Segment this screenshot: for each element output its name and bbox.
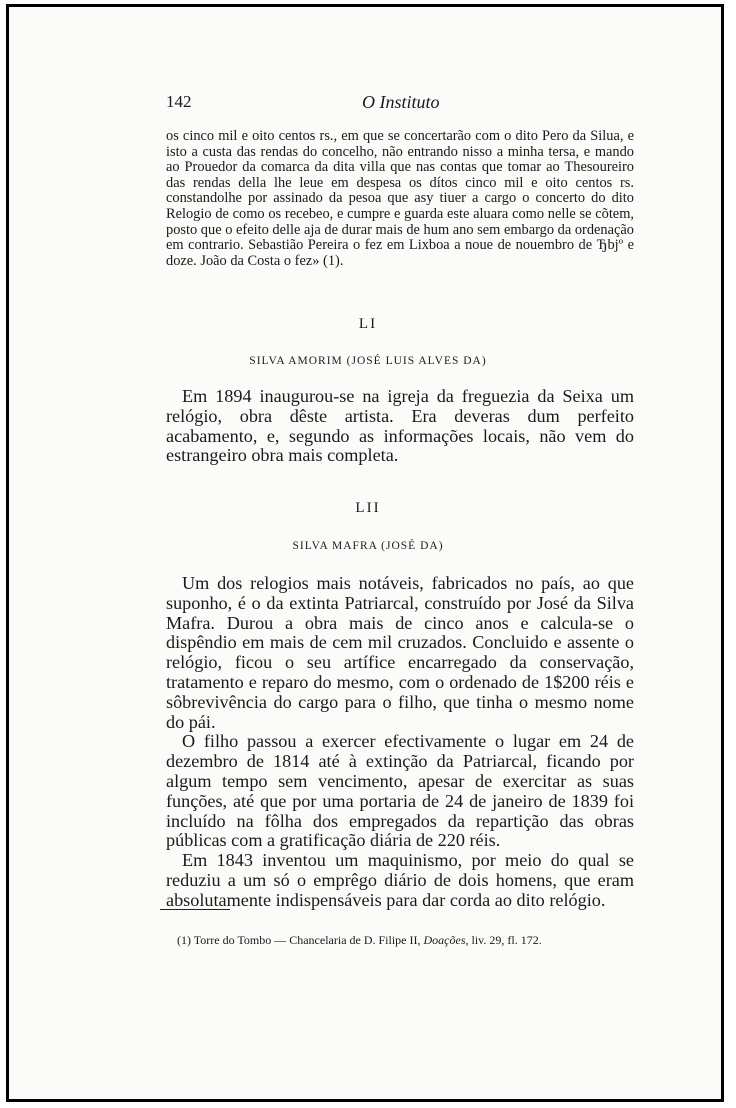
footnote-ref: liv. 29, fl. 172.	[471, 933, 542, 947]
paragraph: Um dos relogios mais notáveis, fabricados no país, ao que suponho, é o da extinta Patriarcal, construído por José da Silva Mafra. Durou a obra mais de cinco anos e calcula-se o dispêndio em mais de cem mil cruzados. Concluido e assente o relógio, ficou o seu artífice encarregado da conservação, tratamento e reparo do mesmo, com o ordenado de 1$200 réis e sôbrevivência do cargo para o filho, que tinha o mesmo nome do pái.	[166, 573, 634, 732]
section-body-lii	[166, 574, 634, 911]
intro-paragraph: os cinco mil e oito centos rs., em que se concertarão com o dito Pero da Silua, e isto a custa das rendas do concelho, não entrando nisso a minha tersa, e mando ao Prouedor da comarca da dita villa que nas contas que tomar ao Thesoureiro das rendas della lhe leue em despesa os dítos cinco mil e oito centos rs. constandolhe por assinado da pesoa que asy tiuer a cargo o concerto do dito Relogio de como os recebeo, e cumpre e guarda este aluara como nelle se cõtem, posto que o efeito delle aja de durar mais de hum ano sem embargo da ordenação em contrario. Sebastião Pereira o fez em Lixboa a noue de nouembro de Ђbjº e doze. João da Costa o fez» (1).	[166, 128, 634, 269]
paragraph: Em 1894 inaugurou-se na igreja da freguezia da Seixa um relógio, obra dêste artista. Era deveras dum perfeito acabamento, e, segundo as informações locais, não vem do estrangeiro obra mais completa.	[166, 386, 634, 466]
section-body-li	[166, 387, 634, 466]
footnote-divider	[160, 909, 230, 910]
footnote-italic: Doações,	[423, 933, 469, 947]
footnote-marker: (1)	[177, 933, 191, 947]
footnote	[177, 933, 542, 948]
page-number: 142	[166, 92, 192, 111]
section-number-lii: LII	[355, 500, 381, 516]
section-title-silva-amorim: SILVA AMORIM (JOSÉ LUIS ALVES DA)	[249, 355, 487, 367]
running-title: O Instituto	[362, 92, 440, 112]
section-number-li: LI	[358, 316, 378, 332]
paragraph: O filho passou a exercer efectivamente o lugar em 24 de dezembro de 1814 até à extinção da Patriarcal, ficando por algum tempo sem vencimento, apesar de exercitar as suas funções, até que por uma portaria de 24 de janeiro de 1839 foi incluído na fôlha dos empregados da repartição das obras públicas com a gratificação diária de 220 réis.	[166, 731, 634, 851]
section-title-silva-mafra: SILVA MAFRA (JOSÉ DA)	[292, 540, 444, 552]
footnote-text: Torre do Tombo — Chancelaria de D. Filipe II,	[193, 933, 421, 947]
paragraph: Em 1843 inventou um maquinismo, por meio do qual se reduziu a um só o emprêgo diário de dois homens, que eram absolutamente indispensáveis para dar corda ao dito relógio.	[166, 850, 634, 910]
